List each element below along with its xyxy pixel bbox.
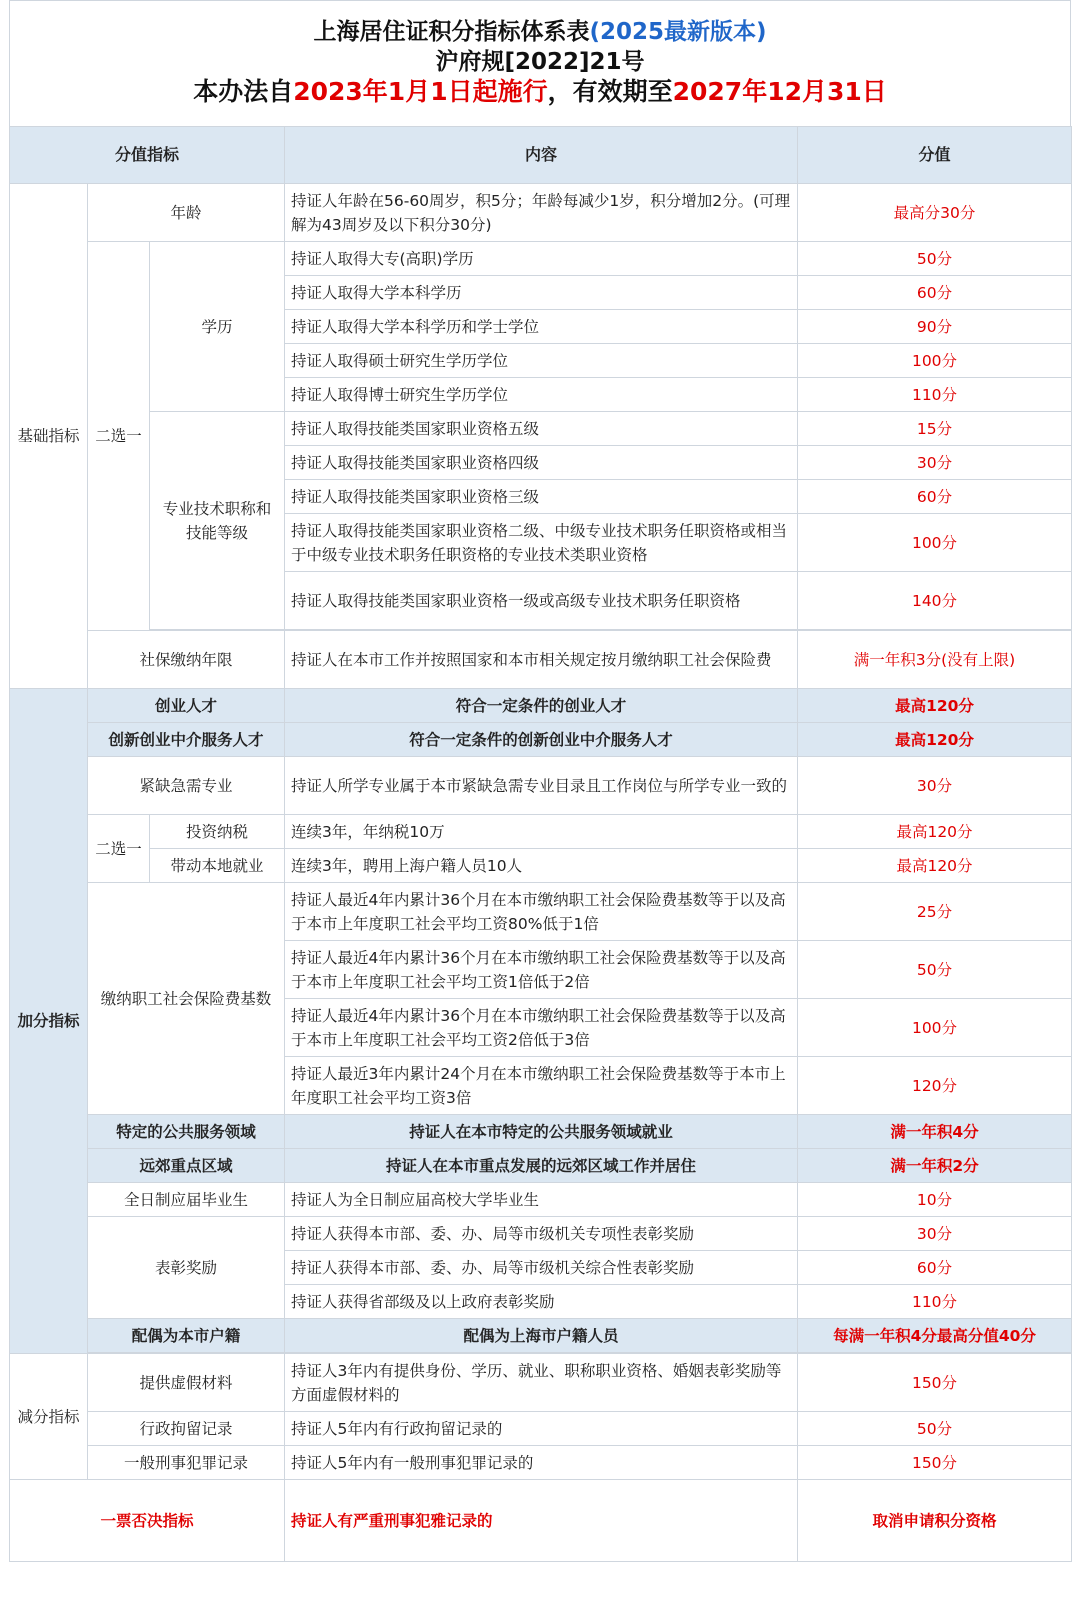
indicator-spouse: 配偶为本市户籍: [88, 1319, 285, 1353]
indicator-skills: 专业技术职称和技能等级: [150, 412, 285, 630]
content-cell: 持证人在本市重点发展的远郊区域工作并居住: [285, 1149, 798, 1183]
regulation-number: 沪府规[2022]21号: [435, 49, 645, 75]
table-row: [10, 1217, 1072, 1251]
indicator-employ: 带动本地就业: [150, 849, 285, 883]
score-cell: 最高分30分: [798, 184, 1072, 242]
table-row: [10, 757, 1072, 815]
content-cell: 符合一定条件的创新创业中介服务人才: [285, 723, 798, 757]
content-cell: 持证人取得大专(高职)学历: [285, 242, 798, 276]
content-cell: 持证人取得技能类国家职业资格四级: [285, 446, 798, 480]
score-cell: 100分: [798, 999, 1072, 1057]
content-cell: 持证人取得技能类国家职业资格五级: [285, 412, 798, 446]
content-cell: 持证人获得省部级及以上政府表彰奖励: [285, 1285, 798, 1319]
score-cell: 10分: [798, 1183, 1072, 1217]
content-cell: 持证人取得技能类国家职业资格三级: [285, 480, 798, 514]
title-text: 上海居住证积分指标体系表: [313, 19, 590, 45]
content-cell: 持证人最近3年内累计24个月在本市缴纳职工社会保险费基数等于本市上年度职工社会平均工资3倍: [285, 1057, 798, 1115]
content-cell: 持证人在本市工作并按照国家和本市相关规定按月缴纳职工社会保险费: [285, 631, 798, 689]
validity-line: [10, 77, 1070, 107]
indicator-public-service: 特定的公共服务领域: [88, 1115, 285, 1149]
content-cell: 持证人获得本市部、委、办、局等市级机关专项性表彰奖励: [285, 1217, 798, 1251]
score-cell: 满一年积3分(没有上限): [798, 631, 1072, 689]
indicator-criminal: 一般刑事犯罪记录: [88, 1446, 285, 1480]
score-cell: 最高120分: [798, 723, 1072, 757]
validity-middle: ，有效期至: [547, 77, 673, 106]
table-row: [10, 1115, 1072, 1149]
score-cell: 30分: [798, 757, 1072, 815]
table-row: [10, 1412, 1072, 1446]
col-header-score: 分值: [798, 127, 1072, 184]
table-row: [10, 412, 1072, 446]
score-cell: 110分: [798, 378, 1072, 412]
indicator-graduate: 全日制应届毕业生: [88, 1183, 285, 1217]
indicator-age: 年龄: [88, 184, 285, 242]
score-cell: 最高120分: [798, 815, 1072, 849]
score-cell: 最高120分: [798, 689, 1072, 723]
score-cell: 15分: [798, 412, 1072, 446]
indicator-invest: 投资纳税: [150, 815, 285, 849]
category-basic: 基础指标: [10, 184, 88, 689]
score-cell: 50分: [798, 242, 1072, 276]
score-cell: 每满一年积4分最高分值40分: [798, 1319, 1072, 1353]
score-cell: 120分: [798, 1057, 1072, 1115]
table-row: [10, 723, 1072, 757]
content-cell: 持证人为全日制应届高校大学毕业生: [285, 1183, 798, 1217]
table-row: [10, 849, 1072, 883]
table-row: [10, 689, 1072, 723]
score-cell: 60分: [798, 480, 1072, 514]
content-cell: 持证人所学专业属于本市紧缺急需专业目录且工作岗位与所学专业一致的: [285, 757, 798, 815]
score-cell: 150分: [798, 1446, 1072, 1480]
score-cell: 60分: [798, 1251, 1072, 1285]
content-cell: 持证人5年内有一般刑事犯罪记录的: [285, 1446, 798, 1480]
indicator-award: 表彰奖励: [88, 1217, 285, 1319]
document-title: [10, 17, 1070, 47]
indicator-detention: 行政拘留记录: [88, 1412, 285, 1446]
content-cell: 持证人最近4年内累计36个月在本市缴纳职工社会保险费基数等于以及高于本市上年度职工社会平均工资2倍低于3倍: [285, 999, 798, 1057]
col-header-content: 内容: [285, 127, 798, 184]
score-cell: 50分: [798, 1412, 1072, 1446]
score-cell: 110分: [798, 1285, 1072, 1319]
table-row: [10, 883, 1072, 941]
content-cell: 持证人取得大学本科学历: [285, 276, 798, 310]
content-cell: 持证人取得技能类国家职业资格一级或高级专业技术职务任职资格: [285, 572, 798, 630]
content-cell: 符合一定条件的创业人才: [285, 689, 798, 723]
table-row: [10, 1354, 1072, 1412]
validity-start: 2023年1月1日起施行: [293, 77, 548, 106]
content-cell: 连续3年，年纳税10万: [285, 815, 798, 849]
score-cell: 30分: [798, 1217, 1072, 1251]
score-cell: 100分: [798, 344, 1072, 378]
content-cell: 持证人取得大学本科学历和学士学位: [285, 310, 798, 344]
score-cell: 100分: [798, 514, 1072, 572]
score-cell: 60分: [798, 276, 1072, 310]
validity-end: 2027年12月31日: [672, 77, 887, 106]
score-cell: 30分: [798, 446, 1072, 480]
choose-one-bonus: 二选一: [88, 815, 150, 883]
validity-prefix: 本办法自: [193, 77, 294, 106]
indicator-shortage: 紧缺急需专业: [88, 757, 285, 815]
table-row: [10, 184, 1072, 242]
score-cell: 满一年积2分: [798, 1149, 1072, 1183]
content-cell: 配偶为上海市户籍人员: [285, 1319, 798, 1353]
table-row: [10, 242, 1072, 276]
score-cell: 50分: [798, 941, 1072, 999]
score-cell: 最高120分: [798, 849, 1072, 883]
score-cell: 140分: [798, 572, 1072, 630]
content-cell: 持证人最近4年内累计36个月在本市缴纳职工社会保险费基数等于以及高于本市上年度职工社会平均工资80%低于1倍: [285, 883, 798, 941]
table-row: [10, 1446, 1072, 1480]
content-cell: 持证人有严重刑事犯雅记录的: [285, 1480, 798, 1562]
indicator-social: 社保缴纳年限: [88, 631, 285, 689]
indicator-veto: 一票否决指标: [10, 1480, 285, 1562]
score-cell: 25分: [798, 883, 1072, 941]
score-cell: 满一年积4分: [798, 1115, 1072, 1149]
indicator-suburb: 远郊重点区域: [88, 1149, 285, 1183]
category-deduct: 减分指标: [10, 1354, 88, 1480]
points-table: [9, 126, 1072, 1562]
page: [9, 0, 1071, 1562]
table-row: [10, 1319, 1072, 1353]
content-cell: 持证人3年内有提供身份、学历、就业、职称职业资格、婚姻表彰奖励等方面虚假材料的: [285, 1354, 798, 1412]
indicator-education: 学历: [150, 242, 285, 412]
indicator-entrepreneur: 创业人才: [88, 689, 285, 723]
choose-one-basic: 二选一: [88, 242, 150, 631]
table-header-row: [10, 127, 1072, 184]
content-cell: 持证人取得技能类国家职业资格二级、中级专业技术职务任职资格或相当于中级专业技术职务任职资格的专业技术类职业资格: [285, 514, 798, 572]
content-cell: 持证人取得博士研究生学历学位: [285, 378, 798, 412]
score-cell: 取消申请积分资格: [798, 1480, 1072, 1562]
score-cell: 90分: [798, 310, 1072, 344]
content-cell: 持证人年龄在56-60周岁，积5分；年龄每减少1岁，积分增加2分。(可理解为43周岁及以下积分30分): [285, 184, 798, 242]
content-cell: 持证人最近4年内累计36个月在本市缴纳职工社会保险费基数等于以及高于本市上年度职工社会平均工资1倍低于2倍: [285, 941, 798, 999]
table-row: [10, 1183, 1072, 1217]
table-row: [10, 1149, 1072, 1183]
table-row: [10, 1480, 1072, 1562]
score-cell: 150分: [798, 1354, 1072, 1412]
content-cell: 连续3年，聘用上海户籍人员10人: [285, 849, 798, 883]
content-cell: 持证人获得本市部、委、办、局等市级机关综合性表彰奖励: [285, 1251, 798, 1285]
content-cell: 持证人5年内有行政拘留记录的: [285, 1412, 798, 1446]
indicator-fake-materials: 提供虚假材料: [88, 1354, 285, 1412]
col-header-indicator: 分值指标: [10, 127, 285, 184]
title-version: (2025最新版本): [589, 19, 767, 45]
table-row: [10, 815, 1072, 849]
indicator-intermediary: 创新创业中介服务人才: [88, 723, 285, 757]
content-cell: 持证人在本市特定的公共服务领域就业: [285, 1115, 798, 1149]
category-bonus: 加分指标: [10, 689, 88, 1354]
content-cell: 持证人取得硕士研究生学历学位: [285, 344, 798, 378]
table-row: [10, 631, 1072, 689]
indicator-insurance: 缴纳职工社会保险费基数: [88, 883, 285, 1115]
document-header: [9, 0, 1071, 126]
